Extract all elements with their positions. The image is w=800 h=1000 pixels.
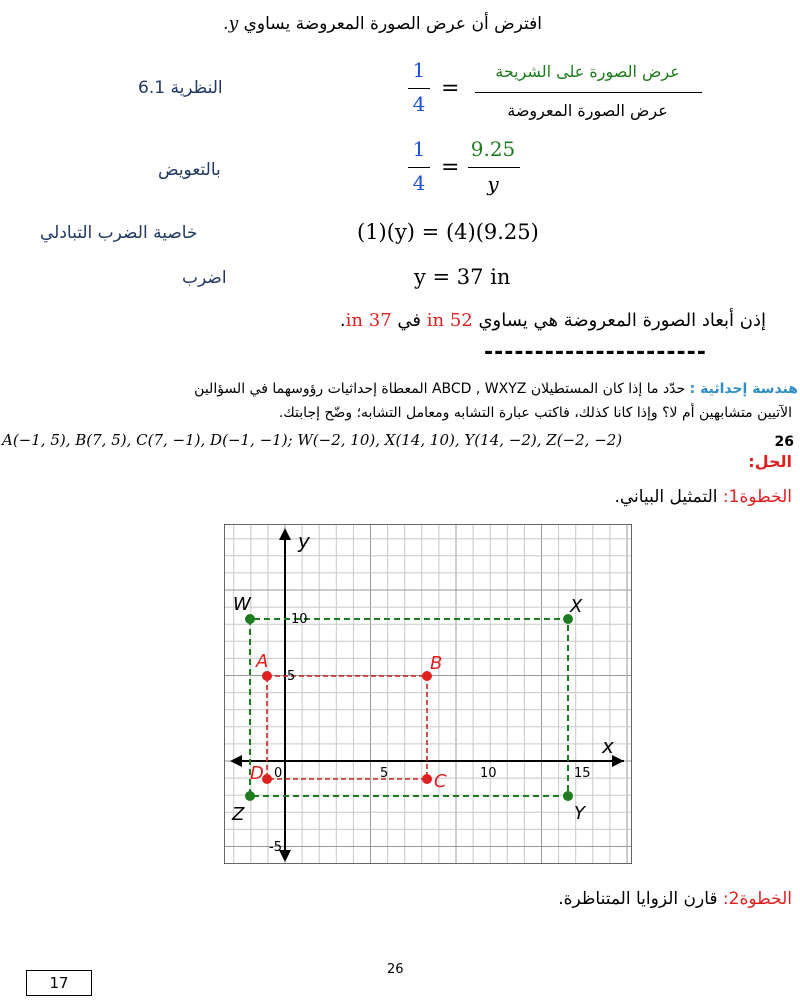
rhs-denominator-2: y [487,172,499,196]
label-y: Y [574,803,585,824]
step2 [558,889,792,909]
frac-num: 1 [412,58,426,82]
intro-line [223,14,542,34]
solution-label: الحل: [748,452,792,471]
label-b: B [430,653,443,674]
conclusion-line [340,310,766,331]
problem-number-26: 26 [774,434,794,450]
label-z: Z [232,804,245,825]
intro-text: افترض أن عرض الصورة المعروضة يساوي [243,14,542,34]
x-axis-label: x [602,734,614,758]
conclusion-text: إذن أبعاد الصورة المعروضة هي يساوي [478,310,766,331]
problem-line-1 [194,381,798,397]
point-z [245,791,255,801]
step1-label: الخطوة1: [722,487,792,507]
step1-text: التمثيل البياني. [614,487,718,507]
label-x: X [570,596,583,617]
problem-line-2: الآتيين متشابهين أم لا؟ وإذا كانا كذلك، فاكتب عبارة التشابه ومعامل التشابه؛ وضّح إجابتك. [278,405,792,421]
point-w [245,614,255,624]
conclusion-end: . [339,310,346,331]
fraction-one-quarter-2 [404,137,434,201]
tick-ym5: -5 [269,840,282,855]
equation-result: y = 37 in [414,265,511,289]
step2-label: الخطوة2: [722,889,792,909]
page-number-center: 26 [387,962,404,977]
y-axis-label: y [298,529,310,553]
tick-y10: 10 [291,612,308,627]
fraction-one-quarter-1 [404,58,434,122]
rhs-numerator-1: عرض الصورة على الشريحة [495,62,680,81]
tick-x15: 15 [574,766,591,781]
frac-den: 4 [412,171,426,195]
frac-bar [408,88,430,89]
reason-cross-multiply: خاصية الضرب التبادلي [40,223,198,243]
problem-text-1: حدّد ما إذا كان المستطيلان ABCD , WXYZ المعطاة إحداثيات رؤوسهما في السؤالين [194,381,686,397]
equals-sign-2: = [441,155,460,180]
intro-variable: y. [223,14,239,34]
frac-bar [408,167,430,168]
point-a [262,671,272,681]
step1 [614,487,792,507]
frac-num: 1 [412,137,426,161]
label-c: C [434,771,447,792]
step2-text: قارن الزوايا المتناظرة. [558,889,718,909]
rhs-denominator-1: عرض الصورة المعروضة [507,101,668,120]
reason-substitution: بالتعويض [158,160,221,180]
tick-x0: 0 [274,766,283,781]
separator-dashes: ---------------------- [484,340,707,365]
frac-bar-2 [468,167,520,168]
tick-x10: 10 [480,766,497,781]
problem-coordinates: A(−1, 5), B(7, 5), C(7, −1), D(−1, −1); W(−2, 10), X(14, 10), Y(14, −2), Z(−2, −2) [2,431,623,449]
equation-cross-multiply: (1)(y) = (4)(9.25) [357,220,539,244]
tick-y5: 5 [287,669,296,684]
dimension-37: 37 in [345,310,392,331]
point-c [422,774,432,784]
tick-x5: 5 [380,766,389,781]
frac-den: 4 [412,92,426,116]
frac-bar-long [475,92,702,93]
reason-theorem: النظرية 6.1 [138,78,223,98]
page-number-box: 17 [26,970,92,996]
reason-multiply: اضرب [182,268,227,288]
rhs-numerator-2: 9.25 [470,137,516,161]
coordinate-graph [224,524,632,864]
label-a: A [256,651,269,672]
equals-sign-1: = [441,76,460,101]
point-y [563,791,573,801]
conclusion-mid: في [397,310,421,331]
label-d: D [250,763,264,784]
label-w: W [233,594,251,615]
problem-label: هندسة إحداثية : [689,381,798,397]
dimension-52: 52 in [426,310,473,331]
